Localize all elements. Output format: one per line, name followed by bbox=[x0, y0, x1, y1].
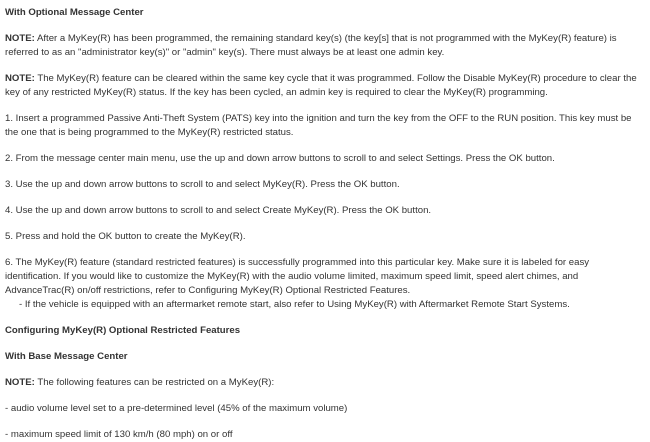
bullet-audio-volume: - audio volume level set to a pre-determined level (45% of the maximum volume) bbox=[5, 403, 348, 414]
note-label: NOTE: bbox=[5, 73, 35, 84]
step-5: 5. Press and hold the OK button to create the MyKey(R). bbox=[5, 231, 246, 242]
note-restricted-features bbox=[5, 376, 642, 390]
step-4: 4. Use the up and down arrow buttons to scroll to and select Create MyKey(R). Press the OK button. bbox=[5, 205, 432, 216]
step-6-sub-bullet: - If the vehicle is equipped with an aftermarket remote start, also refer to Using MyKey(R) with Aftermarket Remote Start Systems. bbox=[19, 299, 570, 310]
section-heading-optional-message-center: With Optional Message Center bbox=[5, 7, 144, 18]
note-clear-mykey bbox=[5, 72, 642, 100]
step-6: 6. The MyKey(R) feature (standard restricted features) is successfully programmed into this particular key. Make sure it is labeled for easy identification. If you would like to customize the MyKey(R) with the audio volume limited, maximum speed limit, speed alert chimes, and AdvanceTrac(R) on/off restrictions, refer to Configuring MyKey(R) Optional Restricted Features. bbox=[5, 257, 590, 296]
note-text: The MyKey(R) feature can be cleared within the same key cycle that it was programmed. Follow the Disable MyKey(R) procedure to clear the key of any restricted MyKey(R) status. If the key has been cycled, an admin key is required to clear the MyKey(R) programming. bbox=[5, 73, 637, 98]
step-3: 3. Use the up and down arrow buttons to scroll to and select MyKey(R). Press the OK button. bbox=[5, 179, 400, 190]
bullet-max-speed: - maximum speed limit of 130 km/h (80 mph) on or off bbox=[5, 429, 233, 440]
note-admin-keys bbox=[5, 32, 642, 60]
step-1: 1. Insert a programmed Passive Anti-Theft System (PATS) key into the ignition and turn the key from the OFF to the RUN position. This key must be the one that is being programmed to the MyKey(R) restricted status. bbox=[5, 113, 632, 138]
step-2: 2. From the message center main menu, use the up and down arrow buttons to scroll to and select Settings. Press the OK button. bbox=[5, 153, 555, 164]
note-text: After a MyKey(R) has been programmed, the remaining standard key(s) (the key[s] that is not programmed with the MyKey(R) feature) is referred to as an "administrator key(s)" or "admin" key(s). There must always be at least one admin key. bbox=[5, 33, 617, 58]
note-label: NOTE: bbox=[5, 33, 35, 44]
section-heading-configuring: Configuring MyKey(R) Optional Restricted Features bbox=[5, 325, 241, 336]
note-text: The following features can be restricted on a MyKey(R): bbox=[34, 377, 275, 388]
note-label: NOTE: bbox=[5, 377, 35, 388]
subheading-base-message-center: With Base Message Center bbox=[5, 351, 128, 362]
